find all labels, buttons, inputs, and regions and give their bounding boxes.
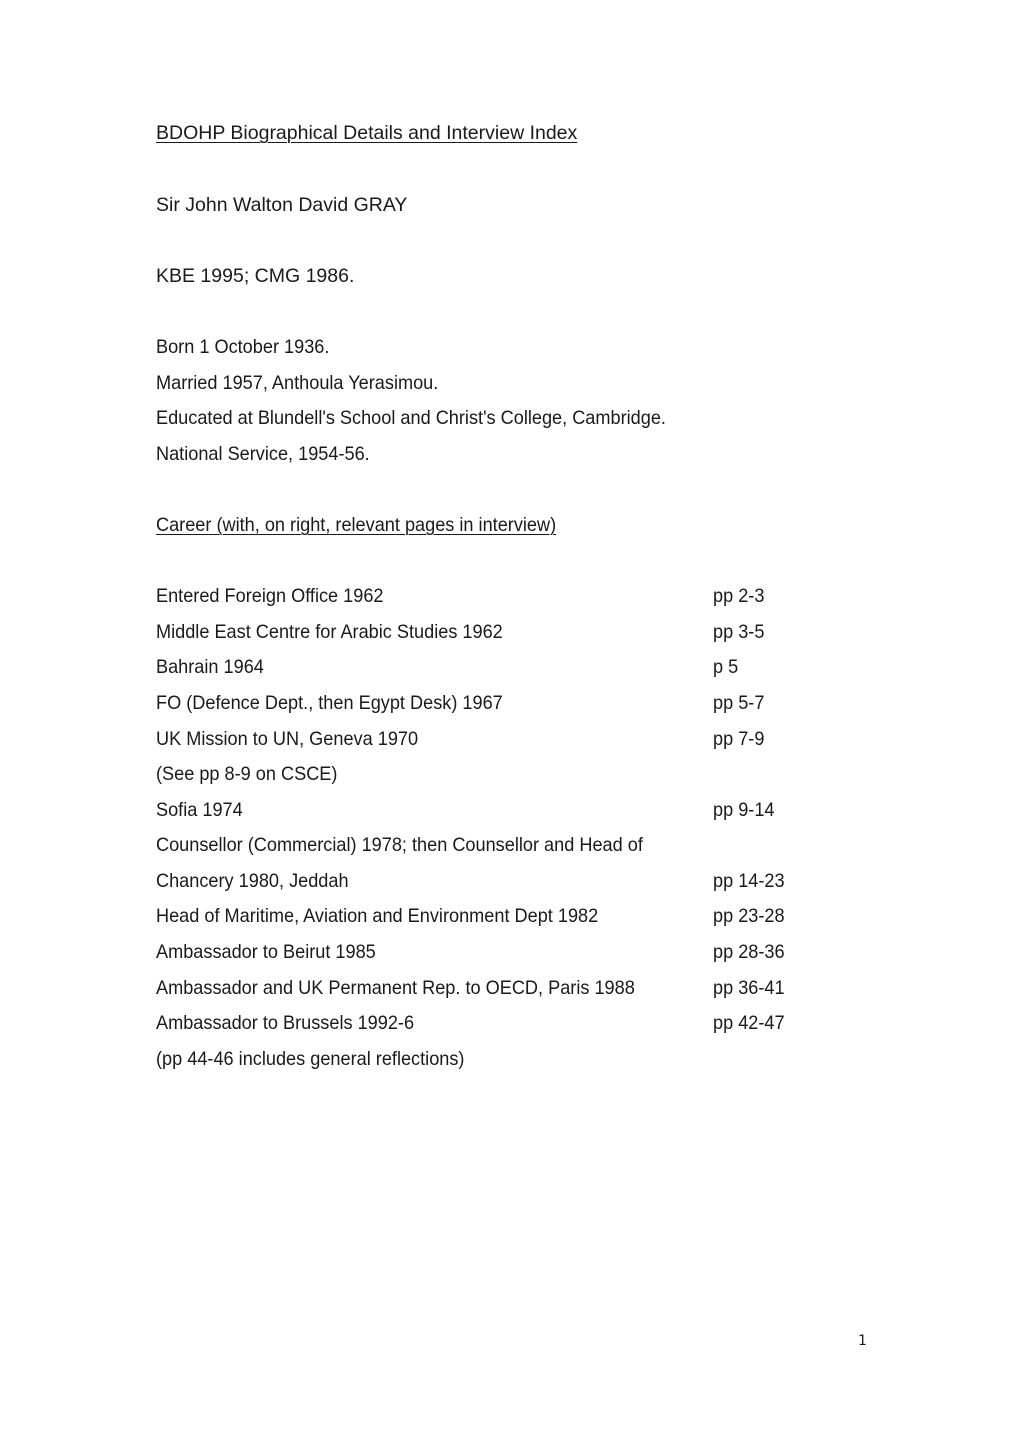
career-pages: pp 2-3 — [713, 585, 765, 607]
career-title: Head of Maritime, Aviation and Environment Dept 1982 — [156, 905, 599, 927]
career-pages: p 5 — [713, 656, 739, 678]
career-pages: pp 42-47 — [713, 1012, 785, 1034]
career-title: Counsellor (Commercial) 1978; then Counsellor and Head of — [156, 834, 643, 856]
career-row — [156, 584, 856, 608]
career-row — [156, 620, 856, 644]
career-pages: pp 14-23 — [713, 870, 785, 892]
career-row — [156, 976, 856, 1000]
career-pages: pp 23-28 — [713, 905, 785, 927]
career-row — [156, 691, 856, 715]
marriage: Married 1957, Anthoula Yerasimou. — [156, 372, 439, 394]
honours: KBE 1995; CMG 1986. — [156, 265, 355, 287]
document-heading: BDOHP Biographical Details and Interview Index — [156, 122, 578, 144]
career-pages: pp 5-7 — [713, 692, 765, 714]
career-title: Chancery 1980, Jeddah — [156, 870, 349, 892]
career-row — [156, 833, 856, 857]
career-row — [156, 798, 856, 822]
career-title: Ambassador to Beirut 1985 — [156, 941, 376, 963]
career-row — [156, 869, 856, 893]
career-pages: pp 7-9 — [713, 728, 765, 750]
career-title: Bahrain 1964 — [156, 656, 264, 678]
career-row — [156, 1047, 856, 1071]
birth-date: Born 1 October 1936. — [156, 336, 330, 358]
career-row — [156, 904, 856, 928]
career-pages: pp 3-5 — [713, 621, 765, 643]
career-pages: pp 36-41 — [713, 977, 785, 999]
career-row — [156, 762, 856, 786]
career-title: Entered Foreign Office 1962 — [156, 585, 384, 607]
career-heading: Career (with, on right, relevant pages in interview) — [156, 514, 557, 536]
person-name: Sir John Walton David GRAY — [156, 194, 408, 216]
national-service: National Service, 1954-56. — [156, 443, 370, 465]
career-title: FO (Defence Dept., then Egypt Desk) 1967 — [156, 692, 503, 714]
career-title: Ambassador to Brussels 1992-6 — [156, 1012, 415, 1034]
career-pages: pp 28-36 — [713, 941, 785, 963]
career-title: UK Mission to UN, Geneva 1970 — [156, 728, 419, 750]
career-title: Sofia 1974 — [156, 799, 243, 821]
page-number: 1 — [858, 1333, 867, 1349]
career-pages: pp 9-14 — [713, 799, 775, 821]
education: Educated at Blundell's School and Christ's College, Cambridge. — [156, 407, 666, 429]
career-title: (See pp 8-9 on CSCE) — [156, 763, 338, 785]
career-row — [156, 655, 856, 679]
career-row — [156, 727, 856, 751]
career-title: (pp 44-46 includes general reflections) — [156, 1048, 465, 1070]
career-row — [156, 1011, 856, 1035]
career-title: Middle East Centre for Arabic Studies 1962 — [156, 621, 503, 643]
career-title: Ambassador and UK Permanent Rep. to OECD, Paris 1988 — [156, 977, 635, 999]
career-row — [156, 940, 856, 964]
